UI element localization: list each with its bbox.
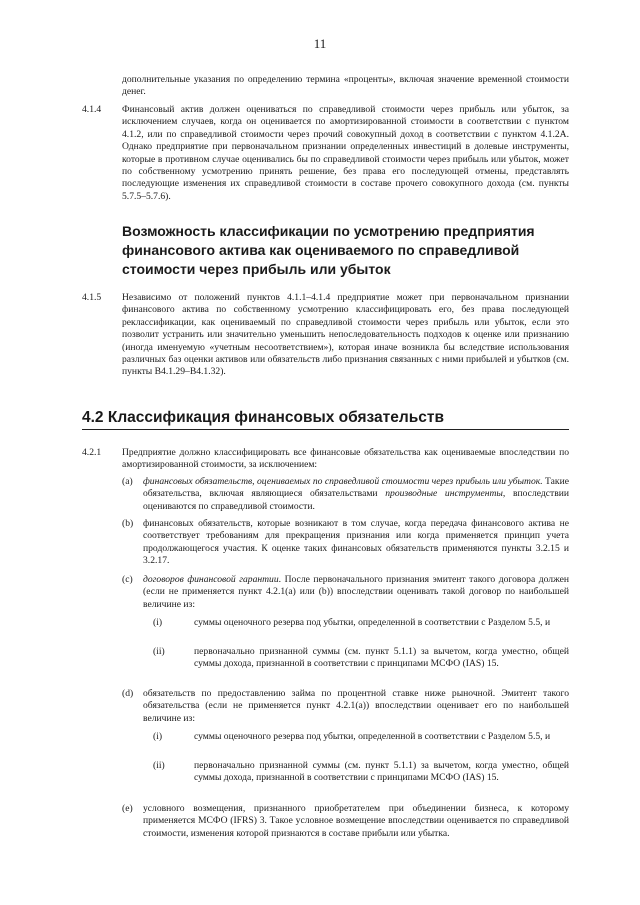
item-a-italic: финансовых обязательств, оцениваемых по справедливой стоимости через прибыль или убыток. [143,476,543,487]
section-title-4-2: 4.2 Классификация финансовых обязательств [82,408,569,430]
item-d-sub-i: суммы оценочного резерва под убытки, определенной в соответствии с Разделом 5.5, и [194,731,551,742]
paragraph-number-4-2-1: 4.2.1 [82,447,102,458]
item-c-sub-ii: первоначально признанной суммы (см. пункт 5.1.1) за вычетом, когда уместно, общей суммы дохода, признанной в соответствии с принципами МСФО (IAS) 15. [194,646,569,670]
item-a-italic2: производные инструменты [385,488,503,500]
item-d-sub-ii-label: (ii) [153,760,165,771]
item-c-sub-i: суммы оценочного резерва под убытки, определенной в соответствии с Разделом 5.5, и [194,617,551,628]
paragraph-number-4-1-4: 4.1.4 [82,104,102,115]
paragraph-4-1-5: Независимо от положений пунктов 4.1.1–4.1.4 предприятие может при первоначальном признании финансового актива по собственному усмотрению классифицировать его, без права последующей реклассификации, как оцениваемый по справедливой стоимости через прибыль или убыток, если это позволит устранить или значительно уменьшить непоследовательность подходов к оценке или признанию (иногда именуемую «учетным несоответствием»), которая иначе возникла бы вследствие использования различных баз оценки активов или обязательств либо признания связанных с ними прибылей и убытков (см. пункты B4.1.29–B4.1.32). [122,292,569,378]
item-b-text: финансовых обязательств, которые возникают в том случае, когда передача финансового актива не соответствует требованиям для прекращения признания или когда применяется принцип учета продолжающегося участия. К оценке таких финансовых обязательств применяются пункты 3.2.15 и 3.2.17. [143,518,569,567]
item-d-sub-i-label: (i) [153,731,163,742]
item-c-text [143,574,569,611]
item-c-sub-ii-label: (ii) [153,646,165,657]
item-e-label: (e) [122,803,133,814]
item-c-label: (c) [122,574,133,585]
paragraph-4-1-4: Финансовый актив должен оцениваться по справедливой стоимости через прибыль или убыток, за исключением случаев, когда он оценивается по амортизированной стоимости в соответствии с пунктом 4.1.2, или по справедливой стоимости через прочий совокупный доход в соответствии с пунктом 4.1.2А. Однако предприятие при первоначальном признании определенных инвестиций в долевые инструменты, которые в противном случае оценивались бы по справедливой стоимости через прибыль или убыток, может по собственному усмотрению принять решение, без права его последующей отмены, представлять последующие изменения их справедливой стоимости в составе прочего совокупного дохода (см. пункты 5.7.5–5.7.6). [122,104,569,202]
paragraph-number-4-1-5: 4.1.5 [82,292,102,303]
page-number: 11 [313,36,327,51]
item-a-text1: Такие обязательства, включая являющиеся обязательствами [143,476,569,500]
item-c-text-rest: . После первоначального признания эмитент такого договора должен (если не применяется пункт 4.2.1(a) или (b)) впоследствии оценивать такой договор по наибольшей величине из: [143,574,569,610]
item-d-label: (d) [122,688,134,699]
item-c-italic: договоров финансовой гарантии [143,574,279,585]
paragraph-4-2-1: Предприятие должно классифицировать все финансовые обязательства как оцениваемые впоследствии по амортизированной стоимости, за исключением: [122,447,569,471]
item-b-label: (b) [122,518,134,529]
item-e-text: условного возмещения, признанного приобретателем при объединении бизнеса, к которому применяется МСФО (IFRS) 3. Такое условное возмещение впоследствии оценивается по справедливой стоимости, изменения которой признаются в составе прибыли или убытка. [143,803,569,839]
item-c-sub-i-label: (i) [153,617,163,628]
item-d-sub-ii: первоначально признанной суммы (см. пункт 5.1.1) за вычетом, когда уместно, общей суммы дохода, признанной в соответствии с принципами МСФО (IAS) 15. [194,760,569,784]
item-a-text [143,476,569,513]
item-a-label: (a) [122,476,133,487]
item-a-text2: , впоследствии оцениваются по справедливой стоимости. [143,488,569,512]
paragraph-continuation: дополнительные указания по определению термина «проценты», включая значение временной стоимости денег. [122,74,569,98]
subheading-fair-value-option: Возможность классификации по усмотрению предприятия финансового актива как оцениваемого по справедливой стоимости через прибыль или убыток [122,223,535,277]
item-d-text: обязательств по предоставлению займа по процентной ставке ниже рыночной. Эмитент такого обязательства (если не применяется пункт 4.2.1(a)) впоследствии оценивает его по наибольшей величине из: [143,688,569,724]
